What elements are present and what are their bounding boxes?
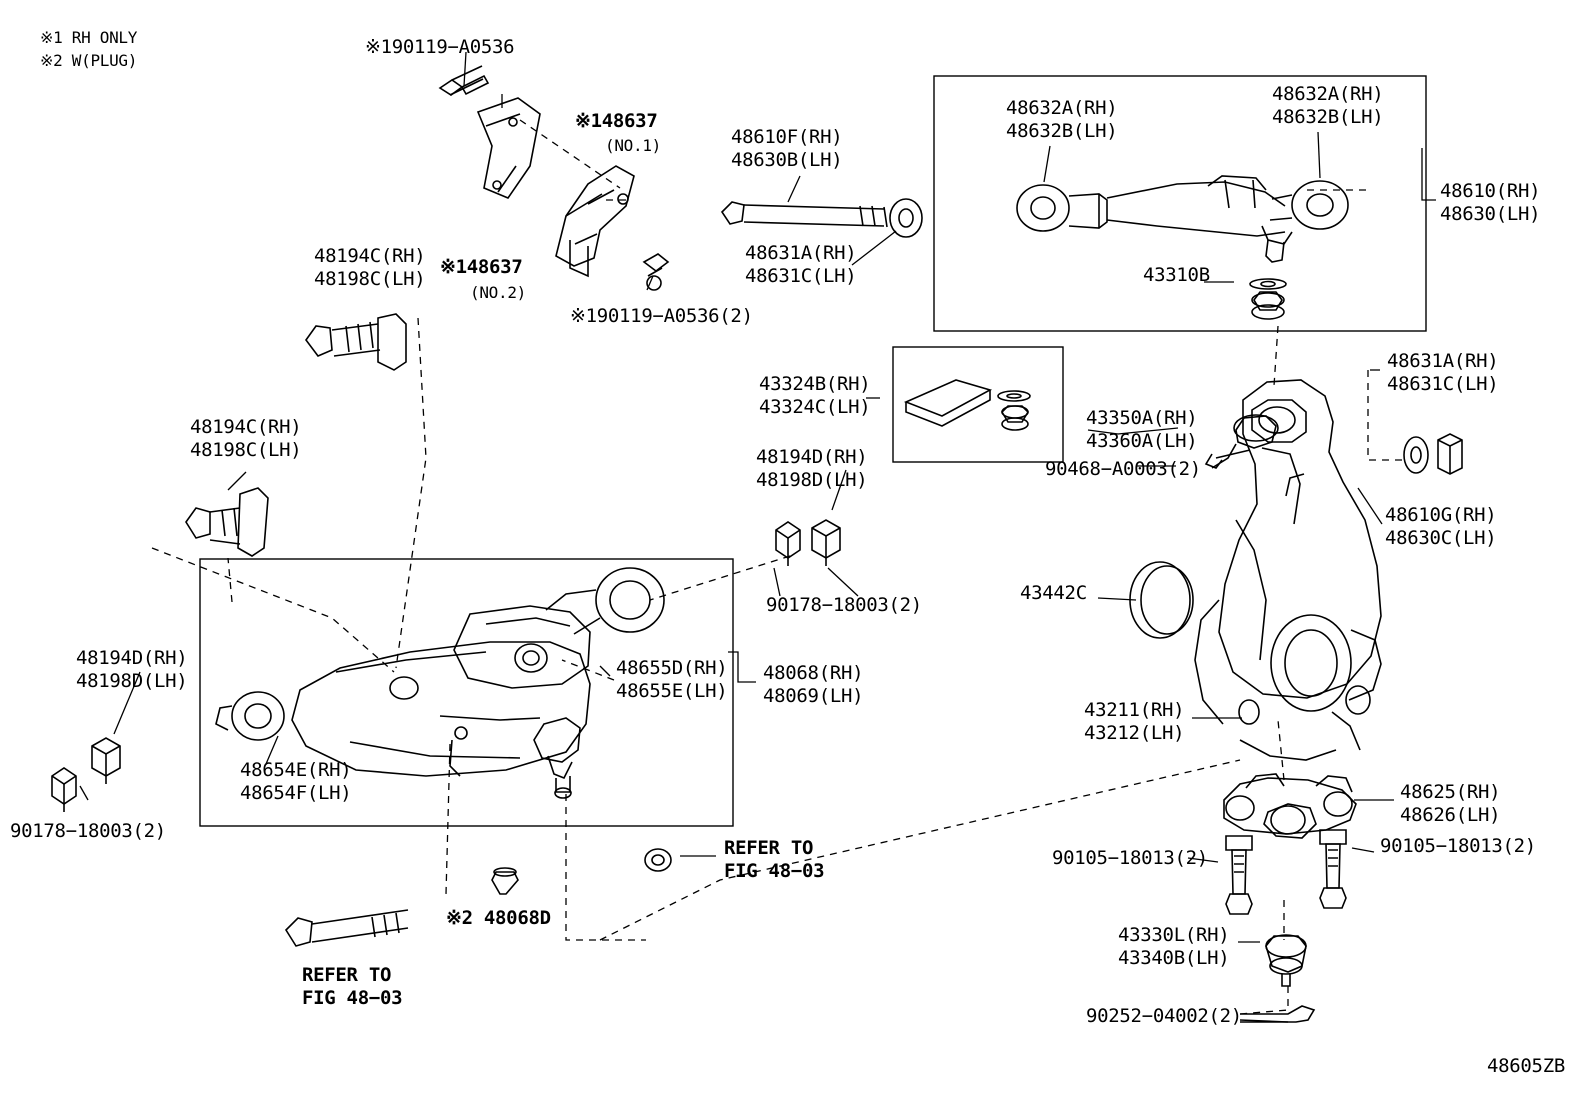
- label-nut-48631a-rh-2: 48631A(RH): [1387, 350, 1499, 372]
- label-nut-90178-18003-a: 90178−18003(2): [766, 594, 922, 616]
- label-bolt-48198c-lh: 48198C(LH): [314, 268, 426, 290]
- label-pin-90252-04002: 90252−04002(2): [1086, 1005, 1242, 1027]
- art-cotter-pin: [1240, 1006, 1314, 1022]
- label-bush-48632a-rh: 48632A(RH): [1006, 97, 1118, 119]
- label-bolt-48194c-rh-2: 48194C(RH): [190, 416, 302, 438]
- art-bolt-90105-right: [1320, 830, 1346, 908]
- label-upper-arm-48630b: 48630B(LH): [731, 149, 843, 171]
- label-upper-arm-48610f: 48610F(RH): [731, 126, 843, 148]
- label-lower-arm-48069-lh: 48069(LH): [763, 685, 864, 707]
- art-bolt-48194c-upper: [306, 314, 406, 370]
- label-nut-48631a-rh: 48631A(RH): [745, 242, 857, 264]
- art-steering-knuckle: [1195, 380, 1381, 760]
- label-bush-48655e-lh: 48655E(LH): [616, 680, 728, 702]
- art-upper-arm-bolt: [722, 199, 922, 237]
- label-note-2: ※2 W(PLUG): [40, 51, 138, 70]
- label-kit-43324b-rh: 43324B(RH): [759, 373, 871, 395]
- label-bolt-90105-18013-b: 90105−18013(2): [1380, 835, 1536, 857]
- art-bolt-190119-second: [644, 254, 668, 290]
- label-nut-48198d-lh-2: 48198D(LH): [76, 670, 188, 692]
- label-balljoint-43330l-rh: 43330L(RH): [1118, 924, 1230, 946]
- label-nut-48631c-lh-2: 48631C(LH): [1387, 373, 1499, 395]
- label-boot-43350a-rh: 43350A(RH): [1086, 407, 1198, 429]
- label-sheet-code: 48605ZB: [1487, 1055, 1565, 1077]
- label-bracket-48637-no2: ※148637: [440, 256, 523, 278]
- label-bolt-190119-a0536: ※190119−A0536: [365, 36, 515, 58]
- label-bolt-90105-18013-a: 90105−18013(2): [1052, 847, 1208, 869]
- label-bush-48632b-lh: 48632B(LH): [1006, 120, 1118, 142]
- group-box-grease-kit: [893, 347, 1063, 462]
- art-43310b-stack: [1250, 279, 1286, 319]
- label-washer-48630c-lh: 48630C(LH): [1385, 527, 1497, 549]
- label-seal-43442c: 43442C: [1020, 582, 1087, 604]
- art-nut-48194d-lower: [92, 738, 120, 784]
- label-bush-48654e-rh: 48654E(RH): [240, 759, 352, 781]
- label-nut-48198d-lh: 48198D(LH): [756, 469, 868, 491]
- label-bush-48654f-lh: 48654F(LH): [240, 782, 352, 804]
- art-nut-90178-upper: [812, 520, 840, 566]
- label-refer-fig-4803-b2: FIG 48−03: [302, 987, 403, 1009]
- art-bolt-48194c-mid: [186, 488, 268, 556]
- art-upper-arm: [1017, 176, 1348, 262]
- label-plug-48068d: ※2 48068D: [446, 907, 551, 929]
- label-bush-48655d-rh: 48655D(RH): [616, 657, 728, 679]
- label-bracket-48637-no1: ※148637: [575, 110, 658, 132]
- art-grease-kit: [906, 380, 1030, 430]
- label-nut-48631c-lh: 48631C(LH): [745, 265, 857, 287]
- label-kit-43324c-lh: 43324C(LH): [759, 396, 871, 418]
- art-nut-refer: [645, 849, 671, 871]
- label-bolt-48194c-rh: 48194C(RH): [314, 245, 426, 267]
- label-bolt-190119-a0536-2: ※190119−A0536(2): [570, 305, 753, 327]
- label-refer-fig-4803-b: REFER TO: [302, 964, 392, 986]
- label-clip-90468-a0003: 90468−A0003(2): [1045, 458, 1201, 480]
- label-bracket-48626-lh: 48626(LH): [1400, 804, 1501, 826]
- label-bolt-48198c-lh-2: 48198C(LH): [190, 439, 302, 461]
- art-bolt-48194c-lower: [286, 910, 408, 946]
- label-nut-90178-18003-b: 90178−18003(2): [10, 820, 166, 842]
- art-seal-43442c: [1130, 562, 1193, 638]
- label-nut-48194d-rh: 48194D(RH): [756, 446, 868, 468]
- label-knuckle-43212-lh: 43212(LH): [1084, 722, 1185, 744]
- label-upper-arm-assy-48630: 48630(LH): [1440, 203, 1541, 225]
- art-balljoint-43330l: [1266, 935, 1306, 986]
- label-balljoint-43340b-lh: 43340B(LH): [1118, 947, 1230, 969]
- art-plug-48068d: [492, 868, 518, 894]
- label-bracket-48637-no2-sub: (NO.2): [470, 283, 526, 302]
- art-nut-48631-right: [1404, 434, 1462, 474]
- label-nut-43310b: 43310B: [1143, 264, 1210, 286]
- label-bracket-48637-no1-sub: (NO.1): [605, 136, 661, 155]
- label-bracket-48625-rh: 48625(RH): [1400, 781, 1501, 803]
- label-refer-fig-4803-a: REFER TO: [724, 837, 814, 859]
- art-bracket-48625: [1224, 774, 1356, 838]
- label-bush-48632b-lh-2: 48632B(LH): [1272, 106, 1384, 128]
- art-bracket-48637-no1: [478, 98, 540, 198]
- label-upper-arm-assy-48610: 48610(RH): [1440, 180, 1541, 202]
- art-bolt-90105-left: [1226, 836, 1252, 914]
- label-lower-arm-48068-rh: 48068(RH): [763, 662, 864, 684]
- label-bush-48632a-rh-2: 48632A(RH): [1272, 83, 1384, 105]
- art-nut-48194d-upper: [776, 522, 800, 566]
- label-washer-48610g-rh: 48610G(RH): [1385, 504, 1497, 526]
- art-bracket-48637-no2: [556, 166, 634, 276]
- label-boot-43360a-lh: 43360A(LH): [1086, 430, 1198, 452]
- label-knuckle-43211-rh: 43211(RH): [1084, 699, 1185, 721]
- label-nut-48194d-rh-2: 48194D(RH): [76, 647, 188, 669]
- label-refer-fig-4803-a2: FIG 48−03: [724, 860, 825, 882]
- label-note-1: ※1 RH ONLY: [40, 28, 138, 47]
- art-nut-90178-lower: [52, 768, 76, 812]
